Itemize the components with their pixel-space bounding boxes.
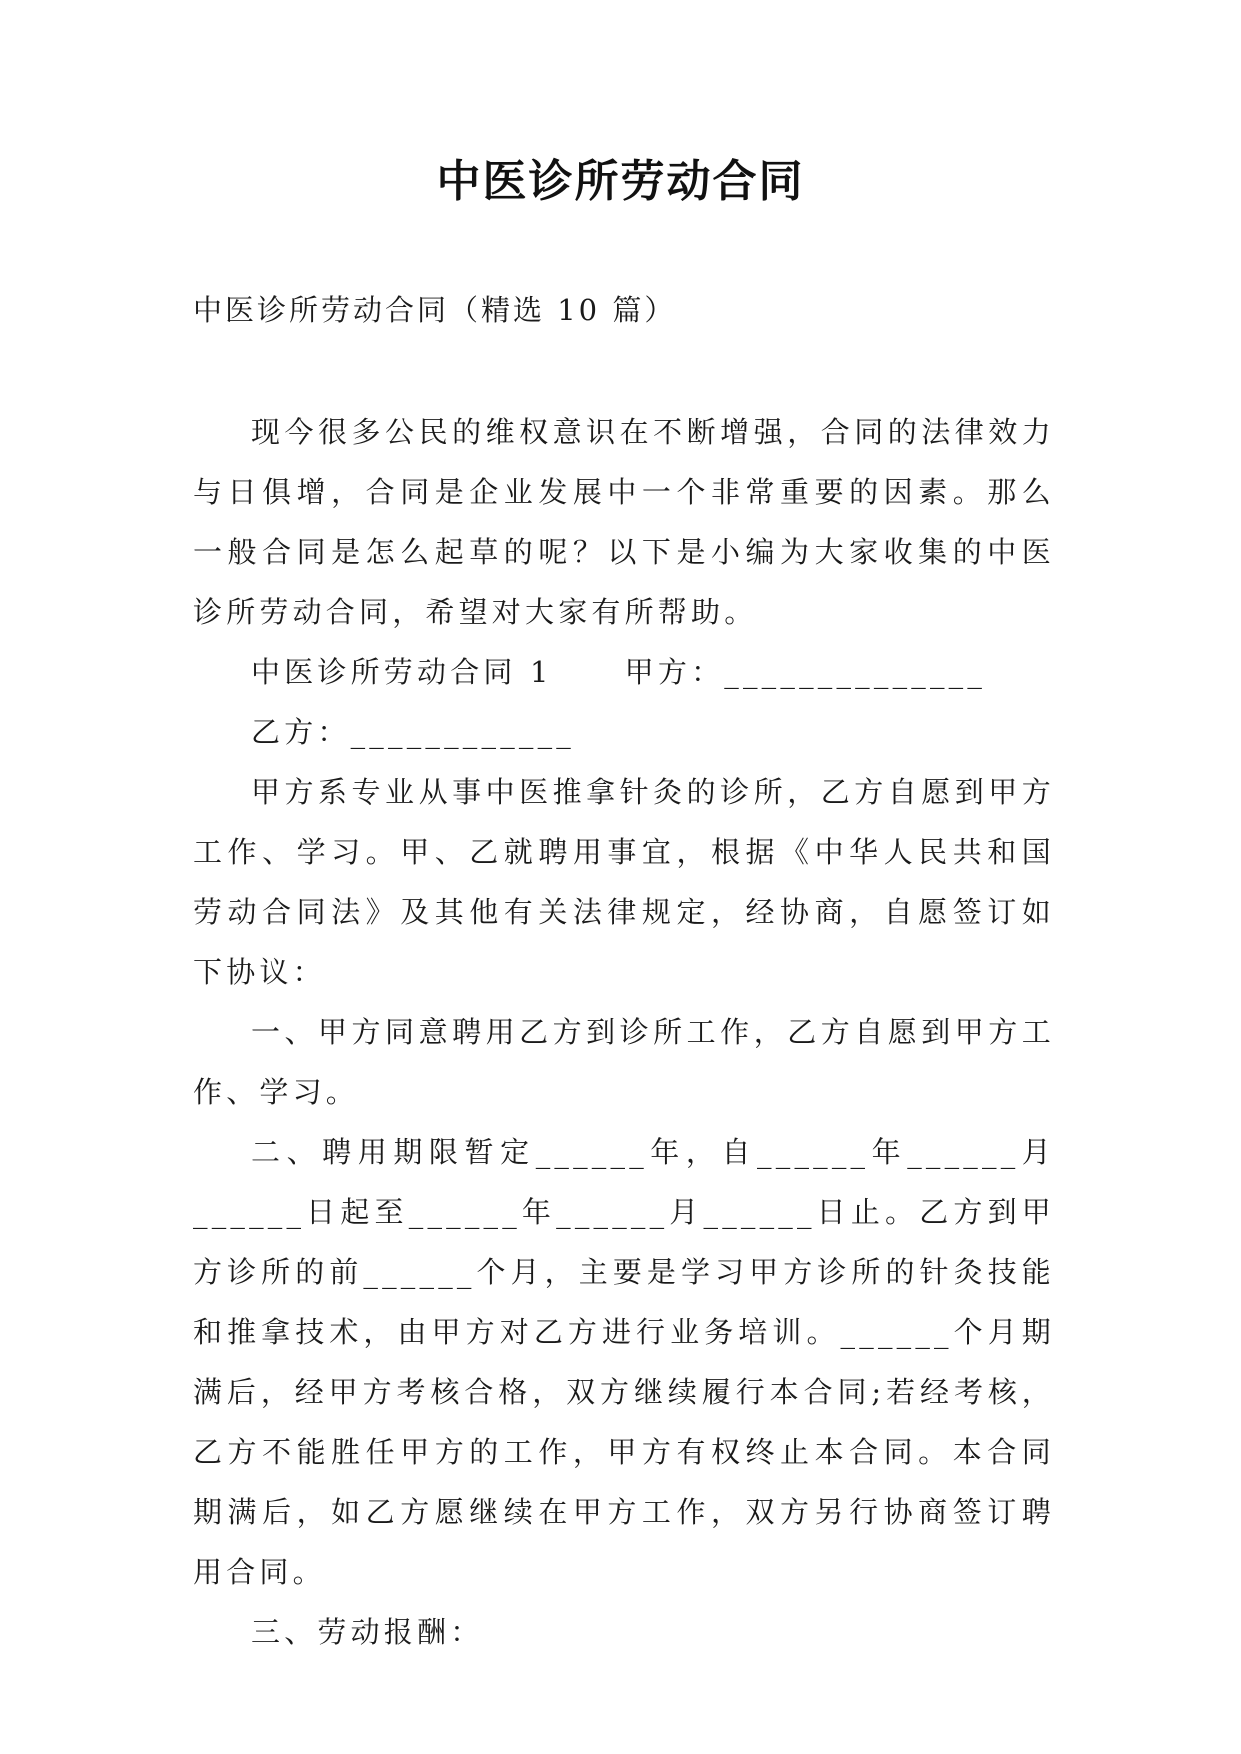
- contract-1-heading: 中医诊所劳动合同 1: [251, 655, 553, 689]
- clause-1-paragraph: 一、甲方同意聘用乙方到诊所工作，乙方自愿到甲方工作、学习。: [193, 1015, 1055, 1109]
- intro-paragraph: 现今很多公民的维权意识在不断增强，合同的法律效力与日俱增，合同是企业发展中一个非常重要的因素。那么一般合同是怎么起草的呢？以下是小编为大家收集的中医诊所劳动合同，希望对大家有所帮助。: [193, 415, 1055, 629]
- clause-2-paragraph: 二、聘用期限暂定______年，自______年______月______日起至______年______月______日止。乙方到甲方诊所的前______个月，主要是学习甲方诊所的针灸技能和推拿技术，由甲方对乙方进行业务培训。______个月期满后，经甲方考核合格，双方继续履行本合同;若经考核，乙方不能胜任甲方的工作，甲方有权终止本合同。本合同期满后，如乙方愿继续在甲方工作，双方另行协商签订聘用合同。: [193, 1135, 1055, 1589]
- preamble-paragraph: 甲方系专业从事中医推拿针灸的诊所，乙方自愿到甲方工作、学习。甲、乙就聘用事宜，根据《中华人民共和国劳动合同法》及其他有关法律规定，经协商，自愿签订如下协议：: [193, 775, 1055, 989]
- clause-3-paragraph: 三、劳动报酬：: [251, 1615, 484, 1649]
- document-title: 中医诊所劳动合同: [436, 156, 805, 207]
- contract-1-header: [193, 642, 1055, 702]
- document-body: [193, 402, 1055, 1662]
- party-a-field: 甲方：______________: [624, 655, 987, 689]
- party-b-field: 乙方：____________: [251, 715, 576, 749]
- document-subtitle: 中医诊所劳动合同（精选 10 篇）: [193, 293, 677, 327]
